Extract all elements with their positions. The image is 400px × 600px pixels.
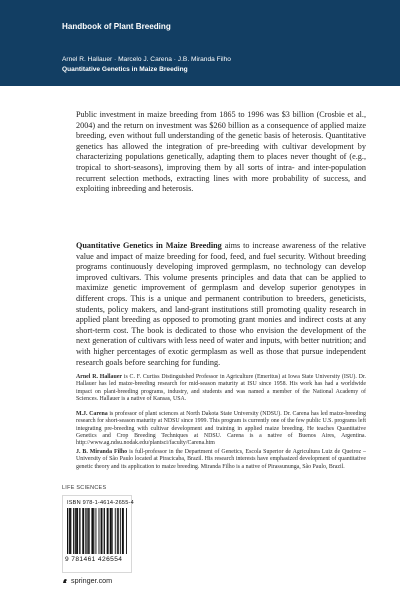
description-paragraph [76, 241, 366, 368]
barcode-panel [62, 495, 132, 573]
barcode-bar [99, 508, 100, 554]
author-line: Arnel R. Hallauer · Marcelo J. Carena · J.B. Miranda Filho [62, 56, 231, 63]
barcode-bars [67, 508, 127, 554]
author-bio-name: J. B. Miranda Filho [76, 449, 128, 455]
publisher-link[interactable] [62, 576, 112, 585]
springer-horse-icon [62, 578, 68, 584]
barcode-bar [79, 508, 80, 554]
barcode-bar [77, 508, 78, 554]
barcode-digits: 9 781461 426554 [65, 556, 123, 563]
barcode-bar [117, 508, 118, 554]
isbn-text: ISBN 978-1-4614-2655-4 [67, 500, 134, 506]
barcode-bar [102, 508, 103, 554]
barcode-bar [67, 508, 68, 554]
header-band [0, 0, 400, 86]
description-text: aims to increase awareness of the relative value and impact of maize breeding for food, feed, and fuel security. Without breeding programs continuously developing improved germplasm, no technology can develop improved cultivars. This volume presents principles and data that can be applied to maximize genetic improvement of germplasm and develop superior genotypes in different crops. This is a unique and permanent contribution to breeders, geneticists, students, policy makers, and land-grant institutions still promoting quality research in applied plant breeding as opposed to promoting grant monies and indirect costs at any short-term cost. The book is dedicated to those who envision the development of the next generation of cultivars with less need of water and inputs, with better nutrition; and with higher percentages of exotic germplasm as well as those that pursue independent research goals before searching for funding. [76, 241, 366, 367]
barcode-bar [88, 508, 89, 554]
author-bio-text: is full-professor in the Department of Genetics, Escola Superior de Agricultura Luiz de Queiroz – University of São Paulo located at Piracicaba, Brazil. His research interests have emphasized development of quantitative genetic theory and its application to maize breeding. Miranda Filho is a native of Pirassununga, São Paulo, Brazil. [76, 449, 366, 470]
barcode-bar [112, 508, 113, 554]
barcode-bar [85, 508, 86, 554]
author-bio-name: M.J. Carena [76, 411, 108, 417]
barcode-bar [118, 508, 119, 554]
author-bio-text: is C. F. Curtiss Distinguished Professor in Agriculture (Emeritus) at Iowa State University (ISU). Dr. Hallauer has led maize-breeding research for mid-season maturity at ISU since 1958. His work has had a worldwide impact on plant-breeding programs, industry, and students and was named a member of the National Academy of Sciences. Hallauer is a native of Kansas, USA. [76, 374, 366, 402]
author-bio [76, 374, 366, 403]
barcode-bar [123, 508, 124, 554]
intro-paragraph: Public investment in maize breeding from 1865 to 1996 was $3 billion (Crosbie et al., 2004) and the return on investment was $260 billion as a consequence of applied maize breeding, even without full understanding of the genetic basis of heterosis. Quantitative genetics has allowed the integration of pre-breeding with cultivar development by characterizing populations genetically, adapting them to places never thought of (e.g., tropical to short-seasons), improving them by all sorts of intra- and inter-population recurrent selection methods, extracting lines with more probability of success, and exploiting inbreeding and heterosis. [76, 110, 366, 194]
barcode-bar [120, 508, 121, 554]
barcode-bar [83, 508, 84, 554]
series-title: Handbook of Plant Breeding [62, 22, 171, 31]
barcode-bar [104, 508, 105, 554]
author-bio-text: is professor of plant sciences at North Dakota State University (NDSU). Dr. Carena has led maize-breeding research for short-season maturity at NDSU since 1999. This program is currently one of the few public U.S. programs left integrating pre-breeding with cultivar development and training in applied maize breeding. He teaches Quantitative Genetics and Crop Breeding Techniques at NDSU. Carena is a native of Buenos Aires, Argentina. http://www.ag.ndsu.nodak.edu/plantsci/faculty/Carena.htm [76, 411, 366, 447]
description-lead: Quantitative Genetics in Maize Breeding [76, 241, 222, 250]
barcode-bar [70, 508, 71, 554]
barcode-bar [73, 508, 74, 554]
book-title: Quantitative Genetics in Maize Breeding [62, 66, 188, 73]
barcode-bar [115, 508, 116, 554]
author-bio [76, 449, 366, 471]
barcode-bar [75, 508, 76, 554]
barcode-bar [108, 508, 109, 554]
barcode-bar [87, 508, 88, 554]
barcode-bar [126, 508, 127, 554]
author-bio-name: Arnel R. Hallauer [76, 374, 122, 380]
author-bio [76, 411, 366, 447]
barcode-bar [93, 508, 94, 554]
barcode-bar [111, 508, 112, 554]
barcode-bar [95, 508, 96, 554]
springer-url[interactable]: springer.com [71, 576, 113, 585]
subject-label: LIFE SCIENCES [62, 485, 107, 491]
barcode-bar [92, 508, 93, 554]
barcode-bar [69, 508, 70, 554]
